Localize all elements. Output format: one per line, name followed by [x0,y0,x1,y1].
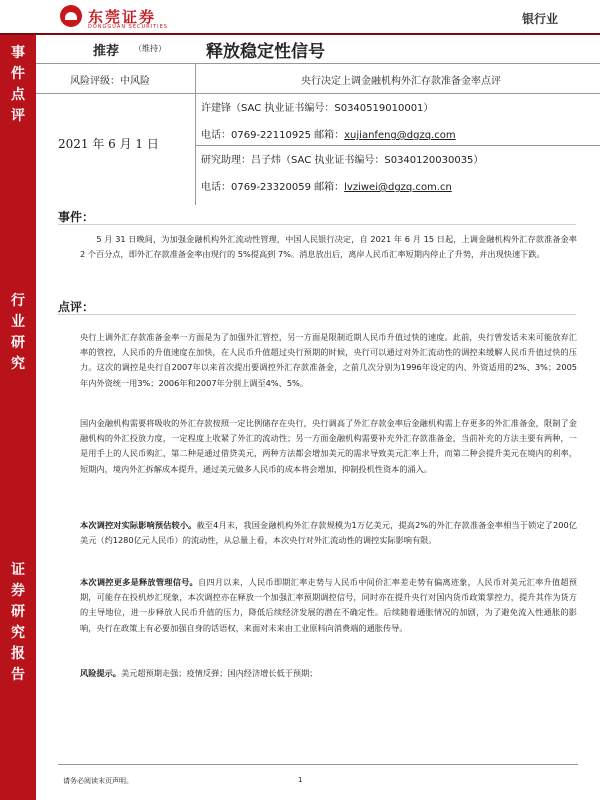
footer-note: 请务必阅读末页声明。 [63,777,133,785]
report-subtitle: 央行决定上调金融机构外汇存款准备金率点评 [301,76,501,87]
analyst-2-contact: 电话：0769-23320059 邮箱：lvziwei@dgzq.com.cn [201,182,452,193]
comment-paragraph-2: 国内金融机构需要将吸收的外汇存款按照一定比例储存在央行，央行调高了外汇存款金率后金融机构需上存更多的外汇准备金，限制了金融机构的外汇投放力度，一定程度上收紧了外汇的流动性；另一方面金融机构需要补充外汇存款准备金，当前补充的方法主要有两种，一是用手上的人民币购汇，第二种是通过借贷美元，两种方法都会增加美元的需求导致美元汇率上升，而第二种会提升美元在境内的利率，短期内，境内外汇拆解成本提升，通过美元做多人民币的成本将会增加，抑制投机性资本的涌入。 [80,418,577,474]
event-text: 5 月 31 日晚间，为加强金融机构外汇流动性管理，中国人民银行决定，自 2021 年 6 月 15 日起，上调金融机构外汇存款准备金率 2 个百分点，即外汇存款准备金率由现行的 5%提高到 7%。消息放出后，离岸人民币汇率短期内停止了升势，并出现快速下跌。 [80,234,577,260]
event-heading: 事件： [58,210,95,224]
risk-rating: 风险评级：中风险 [70,76,150,87]
sidebar [0,35,36,800]
comment-paragraph-3: 本次调控对实际影响预估较小。截至4月末，我国金融机构外汇存款规模为1万亿美元，提高2%的外汇存款准备金率相当于锁定了200亿美元（约1280亿元人民币）的流动性，从总量上看，本次央行对外汇流动性的调控实际影响有限。 [80,520,577,546]
page-number: 1 [298,776,303,784]
info-divider [36,63,600,64]
logo-english-text: DONGGUAN SECURITIES [88,24,168,30]
info-divider [196,145,600,146]
rating-maintained: （维持） [134,44,166,53]
analyst-2: 研究助理：吕子炜（SAC 执业证书编号：S0340120030035） [201,155,484,166]
info-divider [36,93,600,94]
report-date: 2021 年 6 月 1 日 [58,137,159,151]
comment-paragraph-1: 央行上调外汇存款准备金率一方面是为了加强外汇管控，另一方面是限制近期人民币升值过快的速度。此前，央行曾发话未来可能放弃汇率的管控，人民币的升值速度在加快，在人民币升值超过央行预期的时候，央行可以通过对外汇流动性的调控来缓解人民币升值过快的压力。这次的调控是央行自2007年以来首次提出要调控外汇存款准备金，之前几次分别为1996年设定的内、外资适用的2%、3%；2005年内外资统一用3%；2006年和2007年分别上调至4%、5%。 [80,332,577,388]
analyst-2-email[interactable]: lvziwei@dgzq.com.cn [344,182,452,193]
comment-rule [58,314,576,315]
report-title: 释放稳定性信号 [206,42,325,62]
company-logo [60,5,220,33]
risk-warning: 风险提示。美元超预期走强；疫情反弹；国内经济增长低于预期； [80,668,318,678]
logo-mark-icon [60,5,82,27]
logo-text: 东莞证券 [88,8,157,26]
comment-heading: 点评： [58,300,95,314]
page-header [0,0,600,36]
industry-label: 银行业 [521,12,558,26]
footer-divider [58,764,578,765]
rating: 推荐 [93,44,120,59]
event-rule [58,224,576,225]
analyst-1-contact: 电话：0769-22110925 邮箱：xujianfeng@dgzq.com [201,130,456,141]
analyst-1: 许建锋（SAC 执业证书编号：S0340519010001） [201,103,434,114]
sidebar-label-securities-report: 证 券 研 究 报 告 [11,562,25,683]
analyst-1-email[interactable]: xujianfeng@dgzq.com [344,130,456,141]
sidebar-label-industry-research: 行 业 研 究 [11,293,25,372]
sidebar-label-event-review: 事 件 点 评 [11,45,25,124]
comment-paragraph-4: 本次调控更多是释放管理信号。自四月以来，人民币即期汇率走势与人民币中间价汇率差走势有偏离迹象，人民币对美元汇率升值超预期，可能存在投机炒汇现象，本次调控亦在释放一个加强汇率预期调控信号，同时亦在提升央行对国内货币政策掌控力，提升其作为货方的主导地位，进一步释放人民币升值的压力，降低后续经济发展的潜在不确定性。后续随着通胀情况的加剧，为了避免流入性通胀的影响，央行在政策上有必要加强自身的话语权，来面对未来由工业原料向消费端的通胀传导。 [80,577,577,633]
info-vertical-divider [195,63,196,205]
report-info [36,35,600,203]
